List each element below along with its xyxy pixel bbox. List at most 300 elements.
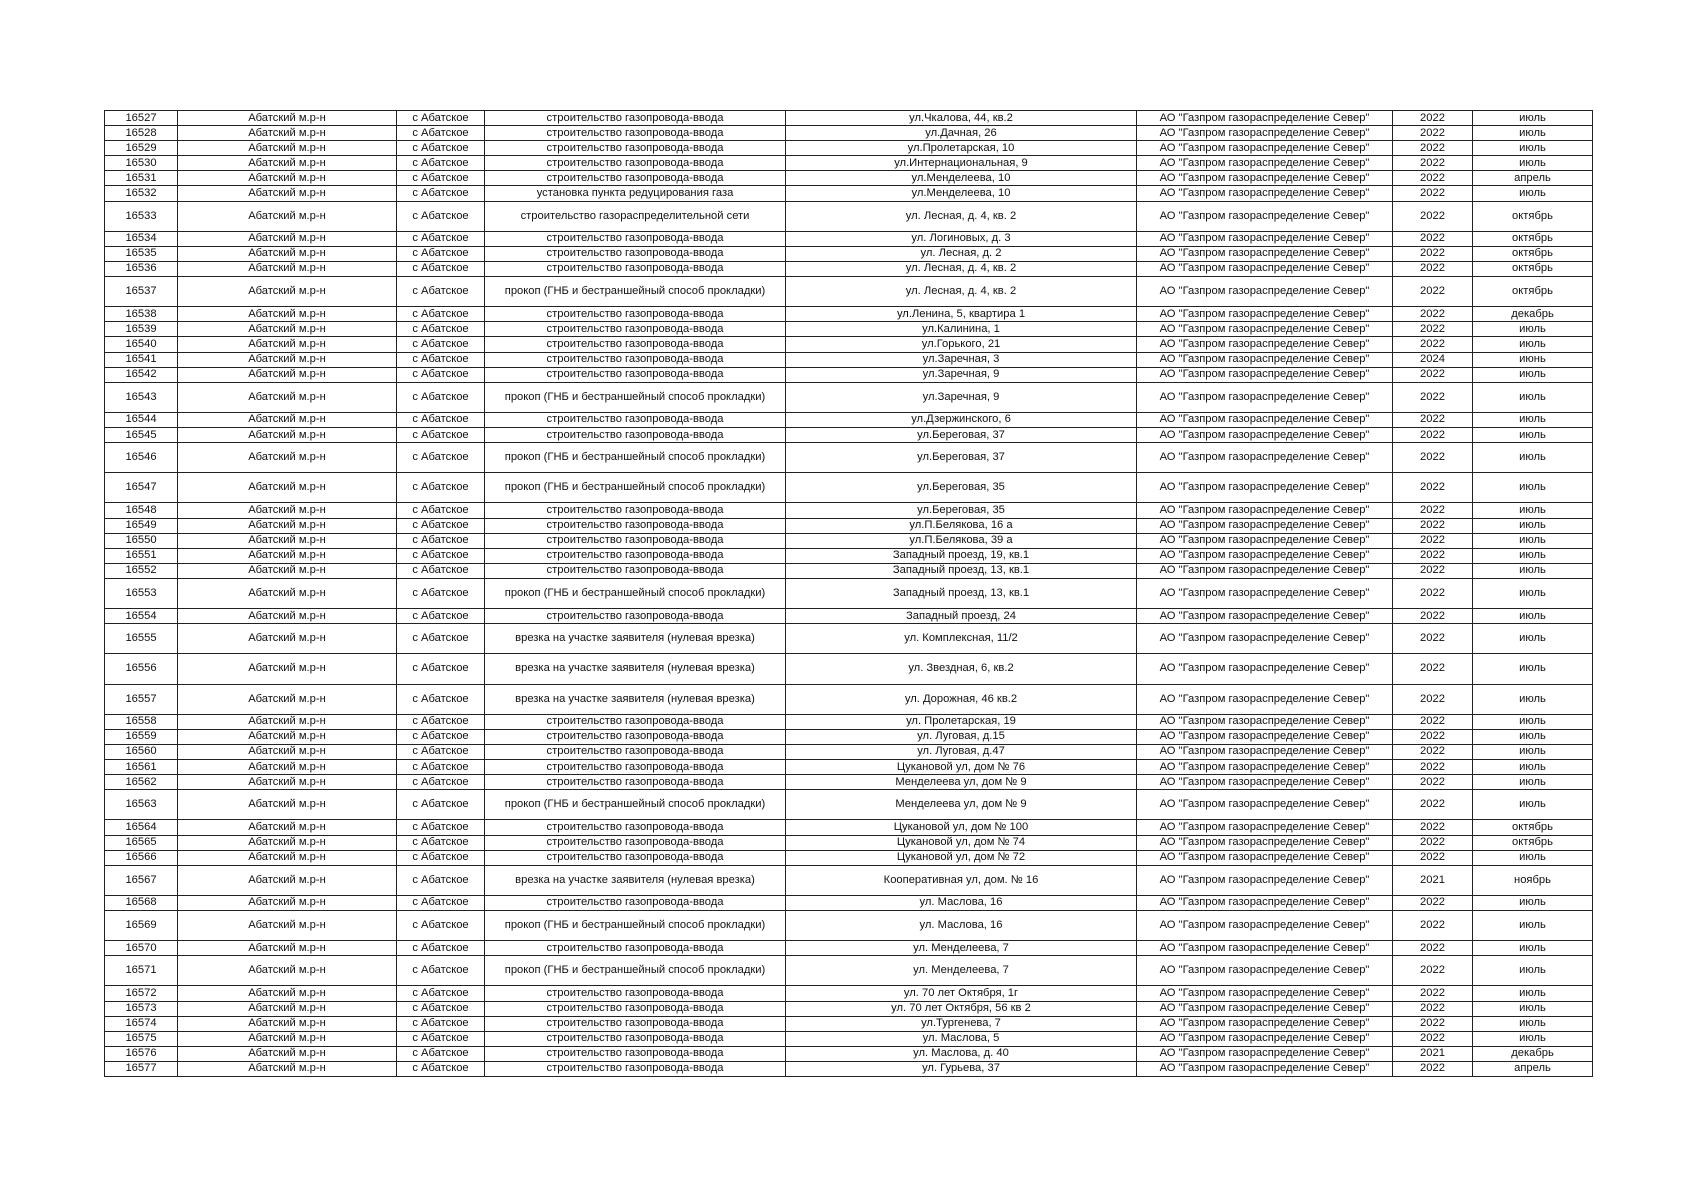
settlement-cell: с Абатское bbox=[397, 714, 485, 729]
district-cell: Абатский м.р-н bbox=[178, 714, 397, 729]
district-cell: Абатский м.р-н bbox=[178, 126, 397, 141]
table-row bbox=[105, 578, 1593, 608]
table-row bbox=[105, 820, 1593, 835]
year-cell: 2022 bbox=[1393, 563, 1473, 578]
organization-cell: АО "Газпром газораспределение Север" bbox=[1137, 578, 1393, 608]
organization-cell: АО "Газпром газораспределение Север" bbox=[1137, 548, 1393, 563]
month-cell: июль bbox=[1473, 111, 1593, 126]
district-cell: Абатский м.р-н bbox=[178, 201, 397, 231]
work-type-cell: строительство газопровода-ввода bbox=[485, 895, 786, 910]
address-cell: ул.Береговая, 37 bbox=[786, 443, 1137, 473]
month-cell: июль bbox=[1473, 518, 1593, 533]
organization-cell: АО "Газпром газораспределение Север" bbox=[1137, 412, 1393, 427]
settlement-cell: с Абатское bbox=[397, 820, 485, 835]
work-type-cell: установка пункта редуцирования газа bbox=[485, 186, 786, 201]
address-cell: ул. Лесная, д. 4, кв. 2 bbox=[786, 261, 1137, 276]
table-row bbox=[105, 186, 1593, 201]
record-number-cell: 16554 bbox=[105, 609, 178, 624]
organization-cell: АО "Газпром газораспределение Север" bbox=[1137, 231, 1393, 246]
settlement-cell: с Абатское bbox=[397, 563, 485, 578]
work-type-cell: прокоп (ГНБ и бестраншейный способ прокладки) bbox=[485, 956, 786, 986]
district-cell: Абатский м.р-н bbox=[178, 111, 397, 126]
organization-cell: АО "Газпром газораспределение Север" bbox=[1137, 895, 1393, 910]
organization-cell: АО "Газпром газораспределение Север" bbox=[1137, 609, 1393, 624]
settlement-cell: с Абатское bbox=[397, 1031, 485, 1046]
district-cell: Абатский м.р-н bbox=[178, 1046, 397, 1061]
record-number-cell: 16532 bbox=[105, 186, 178, 201]
district-cell: Абатский м.р-н bbox=[178, 654, 397, 684]
year-cell: 2022 bbox=[1393, 850, 1473, 865]
district-cell: Абатский м.р-н bbox=[178, 533, 397, 548]
work-type-cell: строительство газопровода-ввода bbox=[485, 1001, 786, 1016]
record-number-cell: 16574 bbox=[105, 1016, 178, 1031]
month-cell: июль bbox=[1473, 609, 1593, 624]
organization-cell: АО "Газпром газораспределение Север" bbox=[1137, 141, 1393, 156]
district-cell: Абатский м.р-н bbox=[178, 578, 397, 608]
district-cell: Абатский м.р-н bbox=[178, 865, 397, 895]
year-cell: 2022 bbox=[1393, 337, 1473, 352]
address-cell: ул. Маслова, 16 bbox=[786, 910, 1137, 940]
month-cell: июль bbox=[1473, 775, 1593, 790]
record-number-cell: 16547 bbox=[105, 473, 178, 503]
settlement-cell: с Абатское bbox=[397, 307, 485, 322]
month-cell: октябрь bbox=[1473, 277, 1593, 307]
organization-cell: АО "Газпром газораспределение Север" bbox=[1137, 473, 1393, 503]
settlement-cell: с Абатское bbox=[397, 835, 485, 850]
year-cell: 2022 bbox=[1393, 1061, 1473, 1076]
settlement-cell: с Абатское bbox=[397, 895, 485, 910]
work-type-cell: строительство газопровода-ввода bbox=[485, 231, 786, 246]
district-cell: Абатский м.р-н bbox=[178, 473, 397, 503]
table-row bbox=[105, 895, 1593, 910]
work-type-cell: врезка на участке заявителя (нулевая врезка) bbox=[485, 654, 786, 684]
table-row bbox=[105, 473, 1593, 503]
record-number-cell: 16543 bbox=[105, 382, 178, 412]
settlement-cell: с Абатское bbox=[397, 578, 485, 608]
district-cell: Абатский м.р-н bbox=[178, 382, 397, 412]
address-cell: Менделеева ул, дом № 9 bbox=[786, 790, 1137, 820]
month-cell: июль bbox=[1473, 910, 1593, 940]
settlement-cell: с Абатское bbox=[397, 111, 485, 126]
year-cell: 2021 bbox=[1393, 865, 1473, 895]
month-cell: июль bbox=[1473, 1031, 1593, 1046]
year-cell: 2022 bbox=[1393, 1001, 1473, 1016]
month-cell: июль bbox=[1473, 533, 1593, 548]
address-cell: Кооперативная ул, дом. № 16 bbox=[786, 865, 1137, 895]
organization-cell: АО "Газпром газораспределение Север" bbox=[1137, 201, 1393, 231]
address-cell: ул. Маслова, д. 40 bbox=[786, 1046, 1137, 1061]
address-cell: ул.П.Белякова, 39 а bbox=[786, 533, 1137, 548]
address-cell: ул.Менделеева, 10 bbox=[786, 186, 1137, 201]
year-cell: 2022 bbox=[1393, 986, 1473, 1001]
work-type-cell: строительство газопровода-ввода bbox=[485, 337, 786, 352]
work-type-cell: строительство газопровода-ввода bbox=[485, 1061, 786, 1076]
record-number-cell: 16550 bbox=[105, 533, 178, 548]
organization-cell: АО "Газпром газораспределение Север" bbox=[1137, 186, 1393, 201]
table-row bbox=[105, 201, 1593, 231]
district-cell: Абатский м.р-н bbox=[178, 322, 397, 337]
year-cell: 2022 bbox=[1393, 111, 1473, 126]
settlement-cell: с Абатское bbox=[397, 744, 485, 759]
month-cell: июль bbox=[1473, 578, 1593, 608]
settlement-cell: с Абатское bbox=[397, 352, 485, 367]
address-cell: ул.Тургенева, 7 bbox=[786, 1016, 1137, 1031]
table-row bbox=[105, 533, 1593, 548]
table-row bbox=[105, 563, 1593, 578]
table-row bbox=[105, 126, 1593, 141]
organization-cell: АО "Газпром газораспределение Север" bbox=[1137, 382, 1393, 412]
month-cell: июль bbox=[1473, 126, 1593, 141]
address-cell: ул. Комплексная, 11/2 bbox=[786, 624, 1137, 654]
record-number-cell: 16577 bbox=[105, 1061, 178, 1076]
settlement-cell: с Абатское bbox=[397, 277, 485, 307]
work-type-cell: строительство газопровода-ввода bbox=[485, 1031, 786, 1046]
table-row bbox=[105, 1061, 1593, 1076]
year-cell: 2022 bbox=[1393, 533, 1473, 548]
month-cell: июль bbox=[1473, 503, 1593, 518]
record-number-cell: 16539 bbox=[105, 322, 178, 337]
record-number-cell: 16538 bbox=[105, 307, 178, 322]
address-cell: ул.Береговая, 35 bbox=[786, 473, 1137, 503]
district-cell: Абатский м.р-н bbox=[178, 850, 397, 865]
district-cell: Абатский м.р-н bbox=[178, 307, 397, 322]
table-row bbox=[105, 412, 1593, 427]
district-cell: Абатский м.р-н bbox=[178, 367, 397, 382]
year-cell: 2022 bbox=[1393, 684, 1473, 714]
work-type-cell: прокоп (ГНБ и бестраншейный способ прокладки) bbox=[485, 578, 786, 608]
record-number-cell: 16563 bbox=[105, 790, 178, 820]
table-row bbox=[105, 246, 1593, 261]
organization-cell: АО "Газпром газораспределение Север" bbox=[1137, 941, 1393, 956]
table-row bbox=[105, 382, 1593, 412]
district-cell: Абатский м.р-н bbox=[178, 352, 397, 367]
address-cell: ул. 70 лет Октября, 56 кв 2 bbox=[786, 1001, 1137, 1016]
organization-cell: АО "Газпром газораспределение Север" bbox=[1137, 654, 1393, 684]
record-number-cell: 16535 bbox=[105, 246, 178, 261]
work-type-cell: строительство газопровода-ввода bbox=[485, 609, 786, 624]
settlement-cell: с Абатское bbox=[397, 654, 485, 684]
work-type-cell: строительство газопровода-ввода bbox=[485, 171, 786, 186]
organization-cell: АО "Газпром газораспределение Север" bbox=[1137, 111, 1393, 126]
address-cell: ул.Дачная, 26 bbox=[786, 126, 1137, 141]
month-cell: июль bbox=[1473, 473, 1593, 503]
work-type-cell: строительство газопровода-ввода bbox=[485, 533, 786, 548]
organization-cell: АО "Газпром газораспределение Север" bbox=[1137, 624, 1393, 654]
settlement-cell: с Абатское bbox=[397, 533, 485, 548]
record-number-cell: 16559 bbox=[105, 729, 178, 744]
address-cell: ул.Калинина, 1 bbox=[786, 322, 1137, 337]
record-number-cell: 16549 bbox=[105, 518, 178, 533]
month-cell: июль bbox=[1473, 684, 1593, 714]
table-row bbox=[105, 865, 1593, 895]
address-cell: ул. Пролетарская, 19 bbox=[786, 714, 1137, 729]
district-cell: Абатский м.р-н bbox=[178, 1061, 397, 1076]
work-type-cell: строительство газопровода-ввода bbox=[485, 156, 786, 171]
organization-cell: АО "Газпром газораспределение Север" bbox=[1137, 337, 1393, 352]
district-cell: Абатский м.р-н bbox=[178, 518, 397, 533]
month-cell: июль bbox=[1473, 367, 1593, 382]
table-row bbox=[105, 231, 1593, 246]
year-cell: 2022 bbox=[1393, 775, 1473, 790]
month-cell: июль bbox=[1473, 141, 1593, 156]
district-cell: Абатский м.р-н bbox=[178, 835, 397, 850]
table-row bbox=[105, 956, 1593, 986]
table-row bbox=[105, 1001, 1593, 1016]
address-cell: ул.П.Белякова, 16 а bbox=[786, 518, 1137, 533]
settlement-cell: с Абатское bbox=[397, 956, 485, 986]
work-type-cell: строительство газопровода-ввода bbox=[485, 367, 786, 382]
address-cell: Западный проезд, 13, кв.1 bbox=[786, 578, 1137, 608]
record-number-cell: 16541 bbox=[105, 352, 178, 367]
month-cell: июль bbox=[1473, 850, 1593, 865]
table-row bbox=[105, 367, 1593, 382]
work-type-cell: строительство газопровода-ввода bbox=[485, 1016, 786, 1031]
settlement-cell: с Абатское bbox=[397, 729, 485, 744]
settlement-cell: с Абатское bbox=[397, 427, 485, 442]
organization-cell: АО "Газпром газораспределение Север" bbox=[1137, 775, 1393, 790]
settlement-cell: с Абатское bbox=[397, 231, 485, 246]
year-cell: 2022 bbox=[1393, 231, 1473, 246]
organization-cell: АО "Газпром газораспределение Север" bbox=[1137, 352, 1393, 367]
month-cell: июль bbox=[1473, 790, 1593, 820]
organization-cell: АО "Газпром газораспределение Север" bbox=[1137, 729, 1393, 744]
work-type-cell: строительство газопровода-ввода bbox=[485, 548, 786, 563]
month-cell: июль bbox=[1473, 714, 1593, 729]
month-cell: июль bbox=[1473, 322, 1593, 337]
address-cell: ул.Горького, 21 bbox=[786, 337, 1137, 352]
table-row bbox=[105, 850, 1593, 865]
data-table bbox=[104, 110, 1593, 1077]
month-cell: июль bbox=[1473, 986, 1593, 1001]
organization-cell: АО "Газпром газораспределение Север" bbox=[1137, 277, 1393, 307]
address-cell: ул.Дзержинского, 6 bbox=[786, 412, 1137, 427]
address-cell: Цукановой ул, дом № 76 bbox=[786, 760, 1137, 775]
organization-cell: АО "Газпром газораспределение Север" bbox=[1137, 684, 1393, 714]
table-row bbox=[105, 156, 1593, 171]
settlement-cell: с Абатское bbox=[397, 548, 485, 563]
work-type-cell: строительство газопровода-ввода bbox=[485, 729, 786, 744]
year-cell: 2022 bbox=[1393, 548, 1473, 563]
settlement-cell: с Абатское bbox=[397, 865, 485, 895]
record-number-cell: 16562 bbox=[105, 775, 178, 790]
year-cell: 2022 bbox=[1393, 503, 1473, 518]
record-number-cell: 16564 bbox=[105, 820, 178, 835]
year-cell: 2022 bbox=[1393, 835, 1473, 850]
table-row bbox=[105, 775, 1593, 790]
month-cell: декабрь bbox=[1473, 307, 1593, 322]
district-cell: Абатский м.р-н bbox=[178, 986, 397, 1001]
settlement-cell: с Абатское bbox=[397, 246, 485, 261]
address-cell: ул.Интернациональная, 9 bbox=[786, 156, 1137, 171]
address-cell: ул. Лесная, д. 4, кв. 2 bbox=[786, 201, 1137, 231]
organization-cell: АО "Газпром газораспределение Север" bbox=[1137, 533, 1393, 548]
table-row bbox=[105, 835, 1593, 850]
district-cell: Абатский м.р-н bbox=[178, 246, 397, 261]
month-cell: октябрь bbox=[1473, 231, 1593, 246]
address-cell: Западный проезд, 24 bbox=[786, 609, 1137, 624]
year-cell: 2022 bbox=[1393, 714, 1473, 729]
organization-cell: АО "Газпром газораспределение Север" bbox=[1137, 1061, 1393, 1076]
record-number-cell: 16555 bbox=[105, 624, 178, 654]
work-type-cell: прокоп (ГНБ и бестраншейный способ прокладки) bbox=[485, 473, 786, 503]
organization-cell: АО "Газпром газораспределение Север" bbox=[1137, 790, 1393, 820]
record-number-cell: 16572 bbox=[105, 986, 178, 1001]
organization-cell: АО "Газпром газораспределение Север" bbox=[1137, 714, 1393, 729]
settlement-cell: с Абатское bbox=[397, 443, 485, 473]
settlement-cell: с Абатское bbox=[397, 1001, 485, 1016]
month-cell: июль bbox=[1473, 1016, 1593, 1031]
organization-cell: АО "Газпром газораспределение Север" bbox=[1137, 835, 1393, 850]
month-cell: июль bbox=[1473, 186, 1593, 201]
table-row bbox=[105, 443, 1593, 473]
address-cell: ул. Луговая, д.47 bbox=[786, 744, 1137, 759]
table-row bbox=[105, 352, 1593, 367]
address-cell: ул.Заречная, 3 bbox=[786, 352, 1137, 367]
address-cell: ул. Менделеева, 7 bbox=[786, 941, 1137, 956]
month-cell: апрель bbox=[1473, 1061, 1593, 1076]
organization-cell: АО "Газпром газораспределение Север" bbox=[1137, 322, 1393, 337]
month-cell: июль bbox=[1473, 156, 1593, 171]
table-body bbox=[105, 111, 1593, 1077]
organization-cell: АО "Газпром газораспределение Север" bbox=[1137, 126, 1393, 141]
year-cell: 2022 bbox=[1393, 654, 1473, 684]
settlement-cell: с Абатское bbox=[397, 760, 485, 775]
address-cell: ул.Чкалова, 44, кв.2 bbox=[786, 111, 1137, 126]
district-cell: Абатский м.р-н bbox=[178, 548, 397, 563]
district-cell: Абатский м.р-н bbox=[178, 1031, 397, 1046]
district-cell: Абатский м.р-н bbox=[178, 956, 397, 986]
settlement-cell: с Абатское bbox=[397, 518, 485, 533]
organization-cell: АО "Газпром газораспределение Север" bbox=[1137, 367, 1393, 382]
table-row bbox=[105, 277, 1593, 307]
table-row bbox=[105, 654, 1593, 684]
district-cell: Абатский м.р-н bbox=[178, 624, 397, 654]
month-cell: июль bbox=[1473, 548, 1593, 563]
record-number-cell: 16557 bbox=[105, 684, 178, 714]
work-type-cell: врезка на участке заявителя (нулевая врезка) bbox=[485, 865, 786, 895]
work-type-cell: строительство газопровода-ввода bbox=[485, 775, 786, 790]
month-cell: июль bbox=[1473, 624, 1593, 654]
district-cell: Абатский м.р-н bbox=[178, 609, 397, 624]
district-cell: Абатский м.р-н bbox=[178, 412, 397, 427]
record-number-cell: 16530 bbox=[105, 156, 178, 171]
record-number-cell: 16528 bbox=[105, 126, 178, 141]
organization-cell: АО "Газпром газораспределение Север" bbox=[1137, 518, 1393, 533]
year-cell: 2022 bbox=[1393, 624, 1473, 654]
record-number-cell: 16565 bbox=[105, 835, 178, 850]
work-type-cell: строительство газопровода-ввода bbox=[485, 427, 786, 442]
organization-cell: АО "Газпром газораспределение Север" bbox=[1137, 443, 1393, 473]
address-cell: ул.Заречная, 9 bbox=[786, 382, 1137, 412]
district-cell: Абатский м.р-н bbox=[178, 563, 397, 578]
year-cell: 2022 bbox=[1393, 277, 1473, 307]
address-cell: ул. Лесная, д. 2 bbox=[786, 246, 1137, 261]
work-type-cell: строительство газопровода-ввода bbox=[485, 518, 786, 533]
record-number-cell: 16573 bbox=[105, 1001, 178, 1016]
year-cell: 2022 bbox=[1393, 443, 1473, 473]
settlement-cell: с Абатское bbox=[397, 1046, 485, 1061]
organization-cell: АО "Газпром газораспределение Север" bbox=[1137, 850, 1393, 865]
year-cell: 2022 bbox=[1393, 578, 1473, 608]
record-number-cell: 16569 bbox=[105, 910, 178, 940]
table-row bbox=[105, 322, 1593, 337]
year-cell: 2022 bbox=[1393, 141, 1473, 156]
year-cell: 2022 bbox=[1393, 156, 1473, 171]
record-number-cell: 16576 bbox=[105, 1046, 178, 1061]
table-row bbox=[105, 307, 1593, 322]
organization-cell: АО "Газпром газораспределение Север" bbox=[1137, 307, 1393, 322]
month-cell: декабрь bbox=[1473, 1046, 1593, 1061]
year-cell: 2022 bbox=[1393, 473, 1473, 503]
month-cell: июль bbox=[1473, 941, 1593, 956]
work-type-cell: строительство газопровода-ввода bbox=[485, 714, 786, 729]
month-cell: июнь bbox=[1473, 352, 1593, 367]
district-cell: Абатский м.р-н bbox=[178, 684, 397, 714]
address-cell: ул. Маслова, 16 bbox=[786, 895, 1137, 910]
table-row bbox=[105, 624, 1593, 654]
district-cell: Абатский м.р-н bbox=[178, 820, 397, 835]
table-row bbox=[105, 684, 1593, 714]
district-cell: Абатский м.р-н bbox=[178, 186, 397, 201]
record-number-cell: 16567 bbox=[105, 865, 178, 895]
address-cell: ул. Лесная, д. 4, кв. 2 bbox=[786, 277, 1137, 307]
year-cell: 2022 bbox=[1393, 744, 1473, 759]
address-cell: Цукановой ул, дом № 74 bbox=[786, 835, 1137, 850]
work-type-cell: прокоп (ГНБ и бестраншейный способ прокладки) bbox=[485, 443, 786, 473]
work-type-cell: строительство газопровода-ввода bbox=[485, 126, 786, 141]
year-cell: 2022 bbox=[1393, 126, 1473, 141]
address-cell: Цукановой ул, дом № 72 bbox=[786, 850, 1137, 865]
month-cell: июль bbox=[1473, 563, 1593, 578]
month-cell: июль bbox=[1473, 443, 1593, 473]
record-number-cell: 16561 bbox=[105, 760, 178, 775]
year-cell: 2022 bbox=[1393, 201, 1473, 231]
month-cell: октябрь bbox=[1473, 835, 1593, 850]
district-cell: Абатский м.р-н bbox=[178, 171, 397, 186]
year-cell: 2022 bbox=[1393, 820, 1473, 835]
settlement-cell: с Абатское bbox=[397, 684, 485, 714]
month-cell: октябрь bbox=[1473, 201, 1593, 231]
month-cell: октябрь bbox=[1473, 261, 1593, 276]
address-cell: ул. Логиновых, д. 3 bbox=[786, 231, 1137, 246]
organization-cell: АО "Газпром газораспределение Север" bbox=[1137, 156, 1393, 171]
settlement-cell: с Абатское bbox=[397, 322, 485, 337]
organization-cell: АО "Газпром газораспределение Север" bbox=[1137, 986, 1393, 1001]
month-cell: ноябрь bbox=[1473, 865, 1593, 895]
table-row bbox=[105, 744, 1593, 759]
work-type-cell: строительство газопровода-ввода bbox=[485, 563, 786, 578]
work-type-cell: строительство газопровода-ввода bbox=[485, 820, 786, 835]
organization-cell: АО "Газпром газораспределение Север" bbox=[1137, 820, 1393, 835]
district-cell: Абатский м.р-н bbox=[178, 1016, 397, 1031]
table-row bbox=[105, 941, 1593, 956]
record-number-cell: 16558 bbox=[105, 714, 178, 729]
record-number-cell: 16537 bbox=[105, 277, 178, 307]
table-row bbox=[105, 609, 1593, 624]
year-cell: 2022 bbox=[1393, 729, 1473, 744]
district-cell: Абатский м.р-н bbox=[178, 503, 397, 518]
district-cell: Абатский м.р-н bbox=[178, 775, 397, 790]
settlement-cell: с Абатское bbox=[397, 473, 485, 503]
table-row bbox=[105, 790, 1593, 820]
year-cell: 2022 bbox=[1393, 261, 1473, 276]
settlement-cell: с Абатское bbox=[397, 412, 485, 427]
organization-cell: АО "Газпром газораспределение Север" bbox=[1137, 427, 1393, 442]
record-number-cell: 16545 bbox=[105, 427, 178, 442]
organization-cell: АО "Газпром газораспределение Север" bbox=[1137, 246, 1393, 261]
work-type-cell: строительство газопровода-ввода bbox=[485, 141, 786, 156]
month-cell: июль bbox=[1473, 412, 1593, 427]
